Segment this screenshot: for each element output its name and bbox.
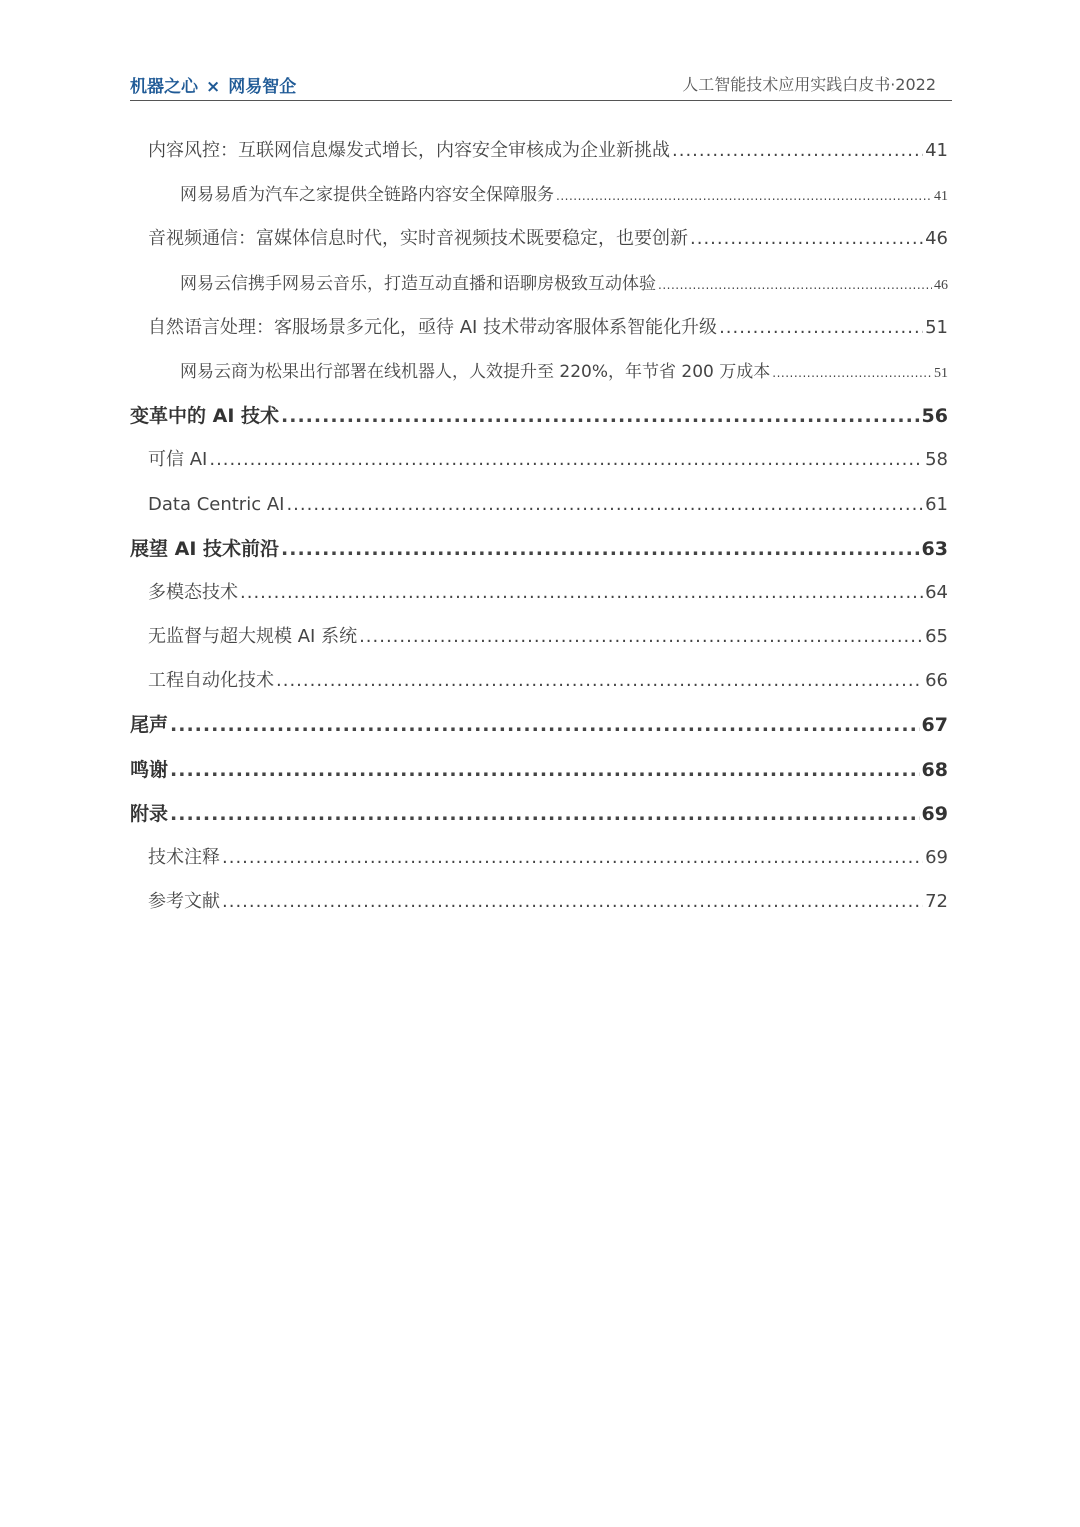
toc-page-number: 65	[925, 626, 948, 648]
toc-entry-title: 参考文献	[148, 891, 220, 913]
toc-entry-title: 附录	[130, 802, 169, 825]
toc-entry[interactable]	[130, 836, 948, 880]
toc-entry[interactable]	[130, 306, 948, 350]
toc-entry-title: 网易易盾为汽车之家提供全链路内容安全保障服务	[180, 185, 554, 206]
toc-page-number: 51	[934, 365, 948, 381]
toc-entry-title: 自然语言处理：客服场景多元化，亟待 AI 技术带动客服体系智能化升级	[148, 316, 718, 338]
toc-page-number: 67	[921, 714, 948, 737]
toc-entry-title: 网易云商为松果出行部署在线机器人，人效提升至 220%，年节省 200 万成本	[180, 361, 771, 382]
toc-entry-title: 多模态技术	[148, 581, 238, 603]
toc-page-number: 69	[921, 802, 948, 825]
toc-dot-leader	[772, 351, 932, 395]
toc-entry[interactable]	[130, 615, 948, 659]
toc-entry-title: 展望 AI 技术前沿	[130, 537, 280, 560]
toc-entry[interactable]	[130, 880, 948, 924]
toc-page-number: 66	[925, 670, 948, 692]
toc-page-number: 64	[925, 581, 948, 603]
toc-dot-leader	[556, 174, 932, 218]
toc-dot-leader	[658, 263, 932, 307]
toc-entry-title: Data Centric AI	[148, 493, 285, 515]
toc-page-number: 46	[925, 228, 948, 250]
toc-entry[interactable]	[130, 438, 948, 482]
toc-entry[interactable]	[130, 173, 948, 217]
toc-dot-leader	[276, 659, 923, 703]
toc-entry[interactable]	[130, 748, 948, 792]
table-of-contents	[130, 129, 948, 924]
toc-dot-leader	[281, 394, 920, 438]
document-title: 人工智能技术应用实践白皮书·2022	[682, 75, 936, 94]
toc-dot-leader	[281, 527, 920, 571]
toc-entry[interactable]	[130, 792, 948, 836]
brand-separator: ×	[206, 77, 221, 97]
toc-page-number: 41	[934, 189, 948, 205]
toc-entry[interactable]	[130, 129, 948, 173]
toc-dot-leader	[359, 615, 923, 659]
toc-entry[interactable]	[130, 350, 948, 394]
toc-dot-leader	[222, 836, 923, 880]
toc-entry[interactable]	[130, 394, 948, 438]
toc-dot-leader	[672, 129, 923, 173]
toc-entry[interactable]	[130, 659, 948, 703]
toc-dot-leader	[170, 703, 920, 747]
toc-page-number: 61	[925, 493, 948, 515]
toc-entry-title: 尾声	[130, 714, 169, 737]
toc-page-number: 51	[925, 316, 948, 338]
toc-entry-title: 变革中的 AI 技术	[130, 405, 280, 428]
toc-dot-leader	[719, 306, 923, 350]
page-header	[130, 68, 952, 101]
toc-entry[interactable]	[130, 703, 948, 747]
brand-right: 网易智企	[228, 77, 297, 97]
toc-dot-leader	[690, 217, 923, 261]
toc-page-number: 41	[925, 140, 948, 161]
brand-left: 机器之心	[130, 77, 198, 97]
toc-dot-leader	[240, 571, 923, 615]
toc-entry[interactable]	[130, 217, 948, 261]
toc-entry-title: 网易云信携手网易云音乐，打造互动直播和语聊房极致互动体验	[180, 273, 656, 294]
toc-page-number: 46	[934, 277, 948, 293]
toc-dot-leader	[170, 792, 920, 836]
toc-entry-title: 音视频通信：富媒体信息时代，实时音视频技术既要稳定，也要创新	[148, 228, 688, 250]
toc-entry-title: 无监督与超大规模 AI 系统	[148, 626, 358, 648]
toc-page-number: 69	[925, 847, 948, 868]
toc-page-number: 56	[921, 405, 948, 428]
toc-dot-leader	[286, 483, 923, 527]
toc-entry-title: 可信 AI	[148, 449, 208, 471]
toc-entry[interactable]	[130, 483, 948, 527]
toc-entry-title: 工程自动化技术	[148, 670, 274, 692]
toc-dot-leader	[209, 438, 923, 482]
toc-entry[interactable]	[130, 571, 948, 615]
toc-entry-title: 内容风控：互联网信息爆发式增长，内容安全审核成为企业新挑战	[148, 140, 670, 161]
toc-entry[interactable]	[130, 527, 948, 571]
toc-page-number: 68	[921, 758, 948, 781]
toc-dot-leader	[170, 748, 920, 792]
toc-entry[interactable]	[130, 262, 948, 306]
toc-dot-leader	[222, 880, 923, 924]
toc-page-number: 63	[921, 537, 948, 560]
toc-page-number: 72	[925, 891, 948, 913]
toc-entry-title: 鸣谢	[130, 758, 169, 781]
toc-page-number: 58	[925, 449, 948, 471]
toc-entry-title: 技术注释	[148, 847, 220, 868]
brand-logo-text	[130, 72, 296, 97]
